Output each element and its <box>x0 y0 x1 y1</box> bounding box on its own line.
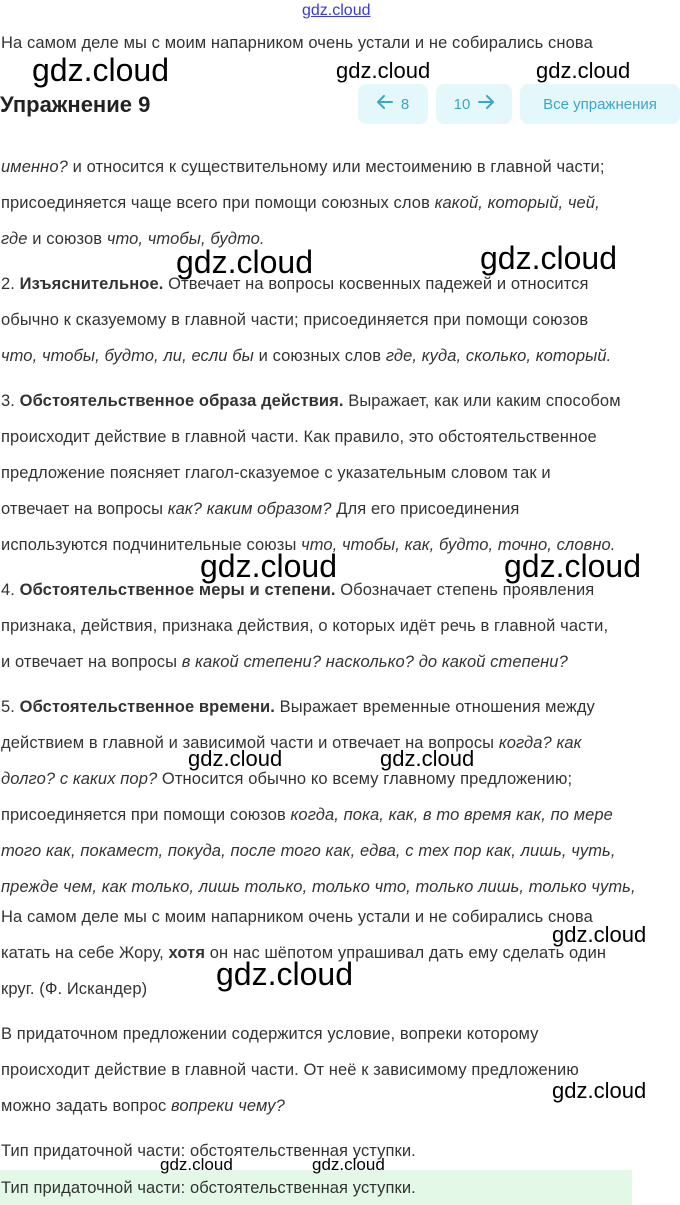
text-line: используются подчинительные союзы что, чтобы, как, будто, точно, словно. <box>1 536 616 554</box>
next-exercise-label: 10 <box>453 95 471 113</box>
text-line: можно задать вопрос вопреки чему? <box>1 1097 285 1115</box>
text-line: присоединяется чаще всего при помощи союзных слов какой, который, чей, <box>1 194 600 212</box>
text-line: На самом деле мы с моим напарником очень устали и не собирались снова <box>1 908 593 926</box>
watermark: gdz.cloud <box>552 922 647 947</box>
text-line: где и союзов что, чтобы, будто. <box>1 230 265 248</box>
watermark: gdz.cloud <box>176 244 313 280</box>
text-line: происходит действие в главной части. Как правило, это обстоятельственное <box>1 428 597 446</box>
watermark: gdz.cloud <box>536 58 631 83</box>
text-line: долго? с каких пор? Относится обычно ко всему главному предложению; <box>1 770 573 788</box>
text-line: действием в главной и зависимой части и отвечает на вопросы когда? как <box>1 734 582 752</box>
prev-exercise-button[interactable] <box>358 84 428 124</box>
text-line: происходит действие в главной части. От неё к зависимому предложению <box>1 1061 579 1079</box>
watermark: gdz.cloud <box>336 58 431 83</box>
text-line: 3. Обстоятельственное образа действия. Выражает, как или каким способом <box>1 392 621 410</box>
next-exercise-button[interactable] <box>436 84 512 124</box>
watermark: gdz.cloud <box>188 746 283 771</box>
answer-text: Тип придаточной части: обстоятельственная уступки. <box>1 1142 416 1160</box>
answer-text-highlighted: Тип придаточной части: обстоятельственная уступки. <box>1 1179 416 1197</box>
watermark: gdz.cloud <box>380 746 475 771</box>
exercise-title: Упражнение 9 <box>0 92 151 117</box>
watermark: gdz.cloud <box>216 956 353 992</box>
watermark: gdz.cloud <box>160 1155 233 1174</box>
text-line: На самом деле мы с моим напарником очень устали и не собирались снова <box>1 34 593 52</box>
text-line: присоединяется при помощи союзов когда, пока, как, в то время как, по мере <box>1 806 613 824</box>
text-line: круг. (Ф. Искандер) <box>1 980 148 998</box>
text-line: того как, покамест, покуда, после того как, едва, с тех пор как, лишь, чуть, <box>1 842 616 860</box>
watermark: gdz.cloud <box>312 1155 385 1174</box>
watermark: gdz.cloud <box>552 1078 647 1103</box>
all-exercises-button[interactable] <box>520 84 680 124</box>
text-line: отвечает на вопросы как? каким образом? Для его присоединения <box>1 500 520 518</box>
text-line: 4. Обстоятельственное меры и степени. Обозначает степень проявления <box>1 581 595 599</box>
all-exercises-label: Все упражнения <box>543 95 657 113</box>
text-line: В придаточном предложении содержится условие, вопреки которому <box>1 1025 539 1043</box>
watermark: gdz.cloud <box>200 548 337 584</box>
text-line: прежде чем, как только, лишь только, только что, только лишь, только чуть, <box>1 878 636 896</box>
text-line: предложение поясняет глагол-сказуемое с указательным словом так и <box>1 464 551 482</box>
watermark: gdz.cloud <box>480 240 617 276</box>
text-line: и отвечает на вопросы в какой степени? насколько? до какой степени? <box>1 653 568 671</box>
text-line: именно? и относится к существительному или местоимению в главной части; <box>1 158 605 176</box>
text-line: катать на себе Жору, хотя он нас шёпотом упрашивал дать ему сделать один <box>1 944 607 962</box>
text-line: признака, действия, признака действия, о которых идёт речь в главной части, <box>1 617 609 635</box>
arrow-left-icon <box>377 95 393 113</box>
text-line: 2. Изъяснительное. Отвечает на вопросы косвенных падежей и относится <box>1 275 589 293</box>
text-line: что, чтобы, будто, ли, если бы и союзных слов где, куда, сколько, который. <box>1 347 612 365</box>
watermark: gdz.cloud <box>32 52 169 88</box>
text-line: 5. Обстоятельственное времени. Выражает временные отношения между <box>1 698 595 716</box>
top-watermark-link[interactable]: gdz.cloud <box>302 2 371 19</box>
prev-exercise-label: 8 <box>400 95 410 113</box>
watermark: gdz.cloud <box>504 548 641 584</box>
text-line: обычно к сказуемому в главной части; присоединяется при помощи союзов <box>1 311 589 329</box>
arrow-right-icon <box>478 95 494 113</box>
